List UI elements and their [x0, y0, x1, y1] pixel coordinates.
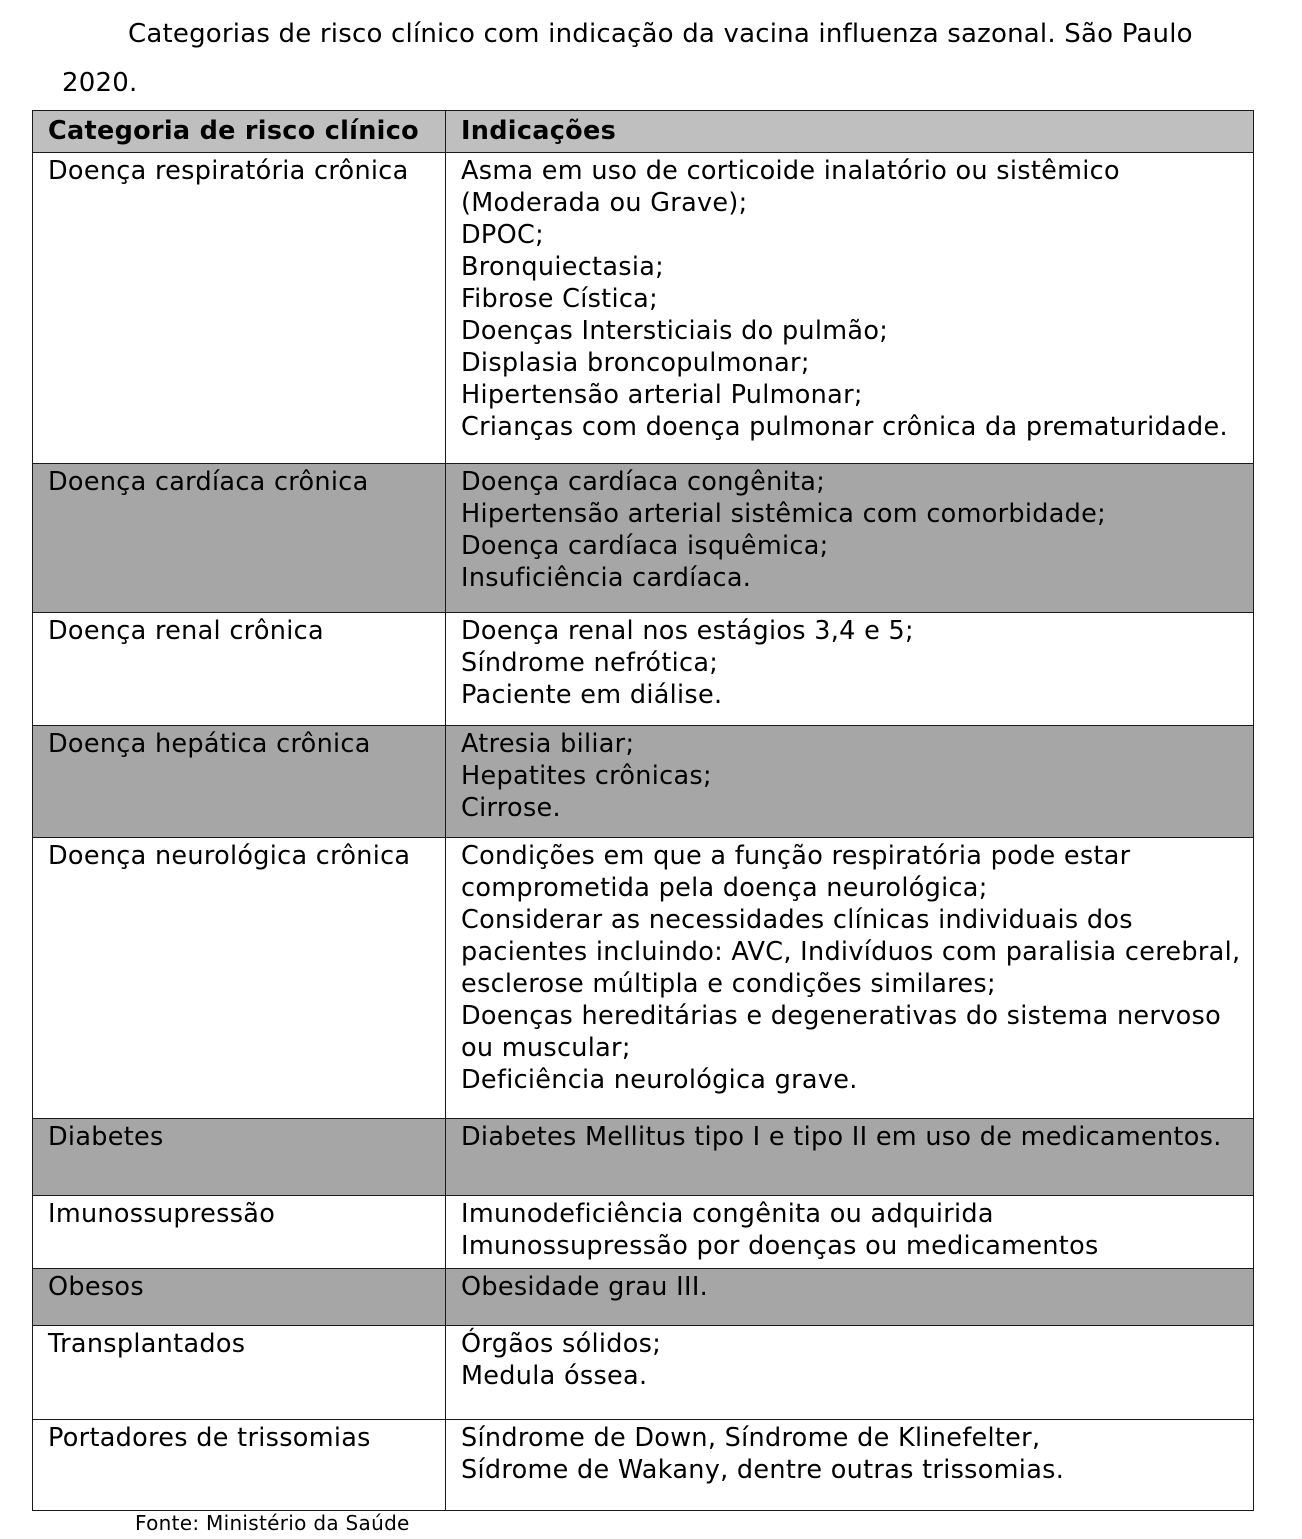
- indication-item: Doenças hereditárias e degenerativas do sistema nervoso ou muscular;: [461, 1001, 1221, 1063]
- indication-item: Doença renal nos estágios 3,4 e 5;: [461, 616, 914, 646]
- indication-item: Sídrome de Wakany, dentre outras trissomias.: [461, 1455, 1065, 1485]
- indication-item: Bronquiectasia;: [461, 252, 665, 282]
- indication-item: Órgãos sólidos;: [461, 1329, 662, 1359]
- indications-cell: [446, 153, 1254, 464]
- indication-item: Atresia biliar;: [461, 729, 635, 759]
- indication-item: Cirrose.: [461, 793, 561, 823]
- indication-item: Insuficiência cardíaca.: [461, 563, 752, 593]
- table-row: [33, 1420, 1254, 1511]
- table-row: [33, 1269, 1254, 1326]
- table-row: [33, 613, 1254, 726]
- indication-item: Doenças Intersticiais do pulmão;: [461, 316, 889, 346]
- category-cell: Portadores de trissomias: [33, 1420, 446, 1511]
- table-header-row: [33, 111, 1254, 153]
- category-cell: Imunossupressão: [33, 1196, 446, 1269]
- indication-item: Imunossupressão por doenças ou medicamentos: [461, 1231, 1099, 1261]
- table-row: [33, 464, 1254, 613]
- indication-item: Considerar as necessidades clínicas individuais dos pacientes incluindo: AVC, Indivíduos com paralisia cerebral, esclerose múltipla e condições similares;: [461, 905, 1241, 999]
- table-row: [33, 1326, 1254, 1420]
- category-cell: Doença respiratória crônica: [33, 153, 446, 464]
- indication-item: Condições em que a função respiratória pode estar comprometida pela doença neurológica;: [461, 841, 1131, 903]
- indication-item: Paciente em diálise.: [461, 680, 723, 710]
- category-cell: Doença neurológica crônica: [33, 838, 446, 1119]
- indications-cell: [446, 613, 1254, 726]
- table-body: [33, 153, 1254, 1511]
- category-cell: Doença cardíaca crônica: [33, 464, 446, 613]
- category-cell: Diabetes: [33, 1119, 446, 1196]
- indication-item: Obesidade grau III.: [461, 1272, 709, 1302]
- category-cell: Doença hepática crônica: [33, 726, 446, 838]
- indications-cell: [446, 1119, 1254, 1196]
- indication-item: Displasia broncopulmonar;: [461, 348, 810, 378]
- indication-item: Crianças com doença pulmonar crônica da prematuridade.: [461, 412, 1228, 442]
- indication-item: Doença cardíaca congênita;: [461, 467, 826, 497]
- table-row: [33, 838, 1254, 1119]
- indication-item: Hipertensão arterial Pulmonar;: [461, 380, 863, 410]
- indication-item: Síndrome de Down, Síndrome de Klinefelter,: [461, 1423, 1041, 1453]
- indications-cell: [446, 1196, 1254, 1269]
- table-row: [33, 153, 1254, 464]
- risk-categories-table: [32, 110, 1254, 1511]
- table-caption: Categorias de risco clínico com indicação da vacina influenza sazonal. São Paulo 2020.: [62, 19, 1193, 98]
- category-cell: Doença renal crônica: [33, 613, 446, 726]
- indication-item: Asma em uso de corticoide inalatório ou sistêmico (Moderada ou Grave);: [461, 156, 1120, 218]
- indication-item: Síndrome nefrótica;: [461, 648, 719, 678]
- indication-item: DPOC;: [461, 220, 544, 250]
- indication-item: Hipertensão arterial sistêmica com comorbidade;: [461, 499, 1107, 529]
- indication-item: Hepatites crônicas;: [461, 761, 712, 791]
- indication-item: Deficiência neurológica grave.: [461, 1065, 858, 1095]
- category-cell: Obesos: [33, 1269, 446, 1326]
- indication-item: Medula óssea.: [461, 1361, 648, 1391]
- source-note: Fonte: Ministério da Saúde: [135, 1511, 410, 1535]
- indication-item: Diabetes Mellitus tipo I e tipo II em uso de medicamentos.: [461, 1122, 1222, 1152]
- indications-cell: [446, 1420, 1254, 1511]
- indication-item: Imunodeficiência congênita ou adquirida: [461, 1199, 994, 1229]
- indication-item: Fibrose Cística;: [461, 284, 658, 314]
- category-cell: Transplantados: [33, 1326, 446, 1420]
- indications-cell: [446, 726, 1254, 838]
- table-row: [33, 1119, 1254, 1196]
- column-header-category: Categoria de risco clínico: [33, 111, 446, 153]
- indications-cell: [446, 1326, 1254, 1420]
- indications-cell: [446, 464, 1254, 613]
- indication-item: Doença cardíaca isquêmica;: [461, 531, 829, 561]
- indications-cell: [446, 1269, 1254, 1326]
- table-row: [33, 726, 1254, 838]
- indications-cell: [446, 838, 1254, 1119]
- table-row: [33, 1196, 1254, 1269]
- column-header-indications: Indicações: [446, 111, 1254, 153]
